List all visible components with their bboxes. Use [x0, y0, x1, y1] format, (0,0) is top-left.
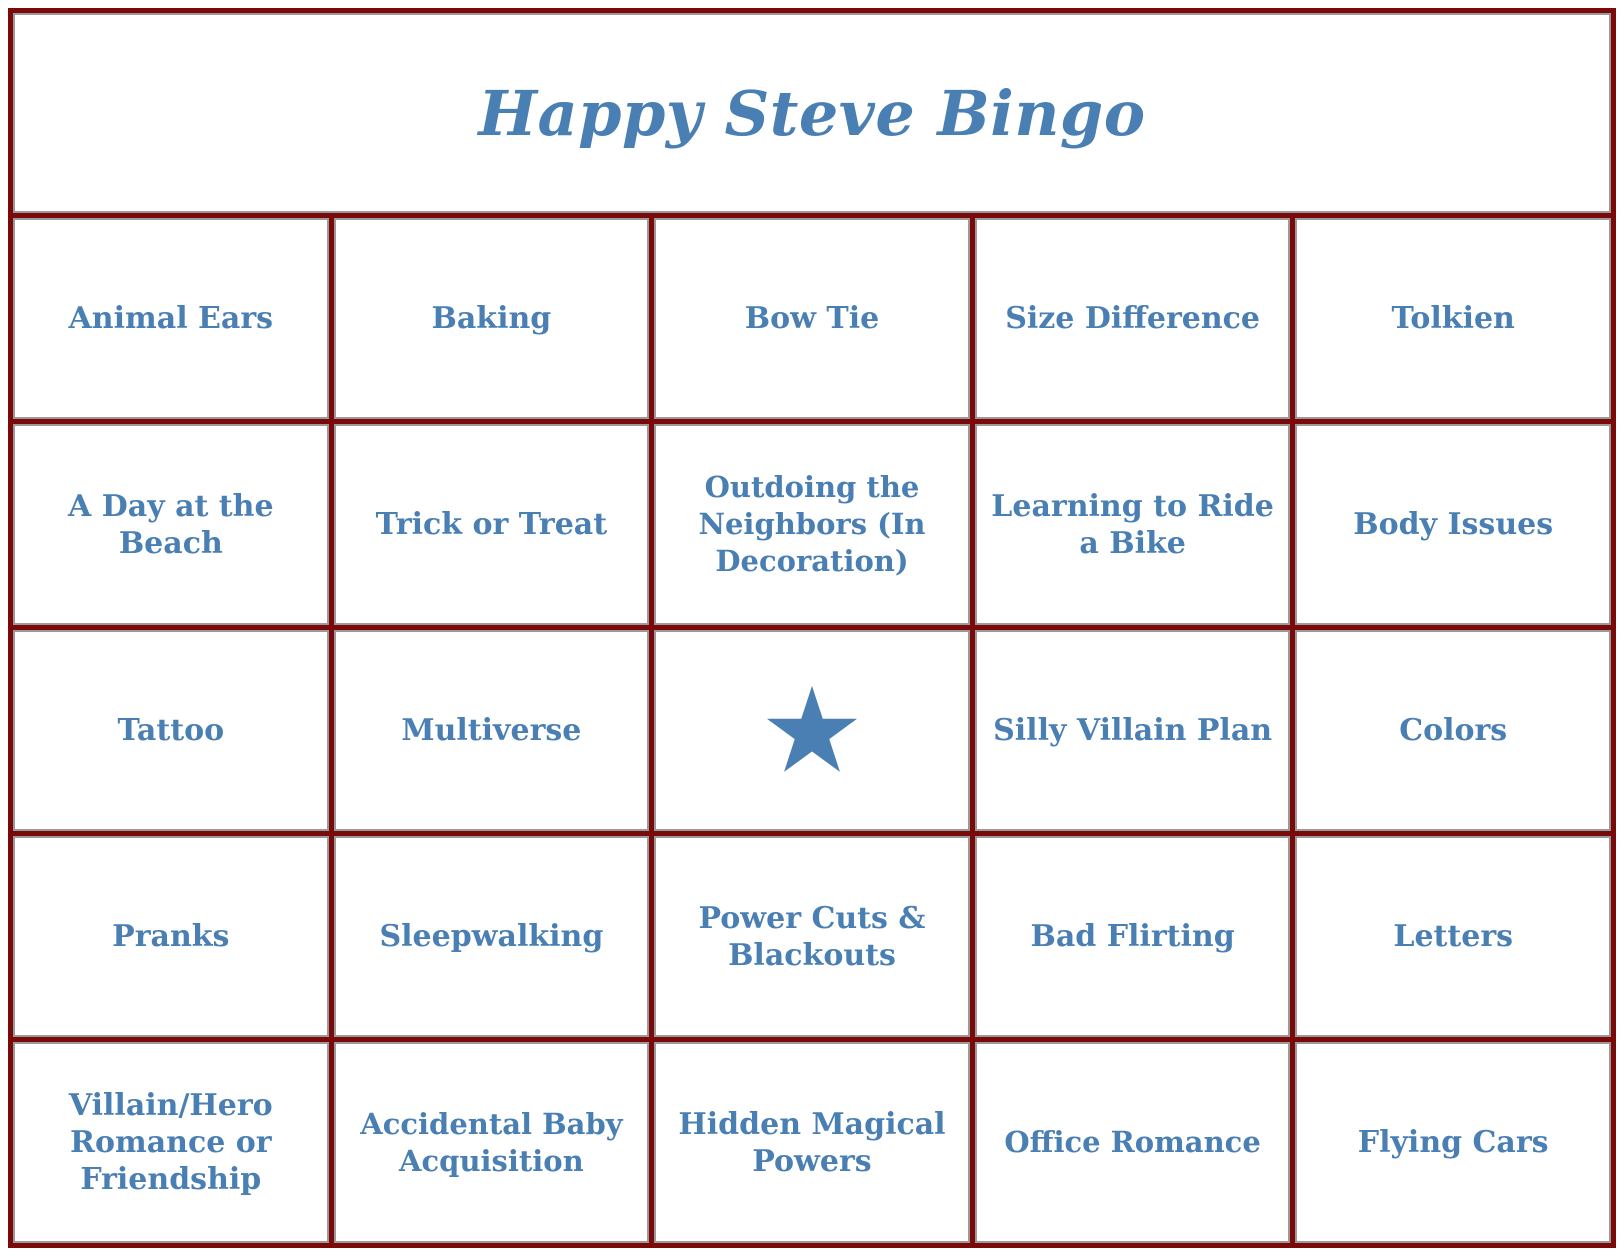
bingo-cell[interactable] — [975, 836, 1291, 1037]
bingo-cell[interactable] — [13, 1042, 329, 1243]
bingo-cell[interactable] — [1295, 1042, 1611, 1243]
bingo-cell[interactable] — [334, 836, 650, 1037]
cell-label: Learning to Ride a Bike — [991, 488, 1274, 561]
bingo-grid — [13, 218, 1611, 1243]
bingo-cell[interactable] — [975, 1042, 1291, 1243]
cell-label: Animal Ears — [68, 301, 274, 336]
cell-label: Pranks — [112, 919, 230, 954]
bingo-cell[interactable] — [654, 1042, 970, 1243]
cell-label: Trick or Treat — [375, 507, 608, 542]
cell-label: Size Difference — [1005, 301, 1260, 336]
bingo-cell[interactable] — [1295, 218, 1611, 419]
bingo-cell[interactable] — [334, 1042, 650, 1243]
bingo-cell[interactable] — [334, 630, 650, 831]
bingo-cell[interactable] — [1295, 630, 1611, 831]
bingo-cell[interactable] — [13, 424, 329, 625]
bingo-cell[interactable] — [975, 630, 1291, 831]
cell-label: Flying Cars — [1357, 1125, 1549, 1160]
bingo-cell[interactable] — [1295, 424, 1611, 625]
cell-label: Tattoo — [117, 713, 225, 748]
free-space-cell[interactable] — [654, 630, 970, 831]
bingo-cell[interactable] — [975, 424, 1291, 625]
bingo-cell[interactable] — [334, 424, 650, 625]
cell-label: Power Cuts & Blackouts — [698, 900, 926, 973]
title-bar — [13, 13, 1611, 213]
cell-label: Letters — [1393, 919, 1514, 954]
bingo-cell[interactable] — [654, 836, 970, 1037]
cell-label: Outdoing the Neighbors (In Decoration) — [698, 470, 926, 578]
bingo-cell[interactable] — [13, 218, 329, 419]
cell-label: Baking — [431, 301, 552, 336]
bingo-cell[interactable] — [654, 424, 970, 625]
cell-label: Villain/Hero Romance or Friendship — [68, 1088, 273, 1197]
cell-label: Hidden Magical Powers — [678, 1106, 946, 1179]
cell-label: Colors — [1399, 713, 1508, 748]
cell-label: Multiverse — [401, 713, 582, 748]
cell-label: Bow Tie — [744, 301, 880, 336]
bingo-cell[interactable] — [1295, 836, 1611, 1037]
cell-label: Accidental Baby Acquisition — [360, 1106, 623, 1178]
cell-label: A Day at the Beach — [68, 488, 274, 561]
star-icon — [764, 683, 860, 779]
cell-label: Sleepwalking — [379, 919, 604, 954]
cell-label: Office Romance — [1004, 1125, 1261, 1159]
bingo-cell[interactable] — [13, 836, 329, 1037]
cell-label: Bad Flirting — [1030, 919, 1235, 954]
bingo-cell[interactable] — [654, 218, 970, 419]
bingo-card — [8, 8, 1616, 1248]
cell-label: Silly Villain Plan — [993, 713, 1273, 748]
bingo-cell[interactable] — [334, 218, 650, 419]
cell-label: Body Issues — [1353, 507, 1554, 542]
cell-label: Tolkien — [1391, 301, 1515, 336]
bingo-cell[interactable] — [13, 630, 329, 831]
page-title: Happy Steve Bingo — [478, 76, 1146, 150]
bingo-cell[interactable] — [975, 218, 1291, 419]
